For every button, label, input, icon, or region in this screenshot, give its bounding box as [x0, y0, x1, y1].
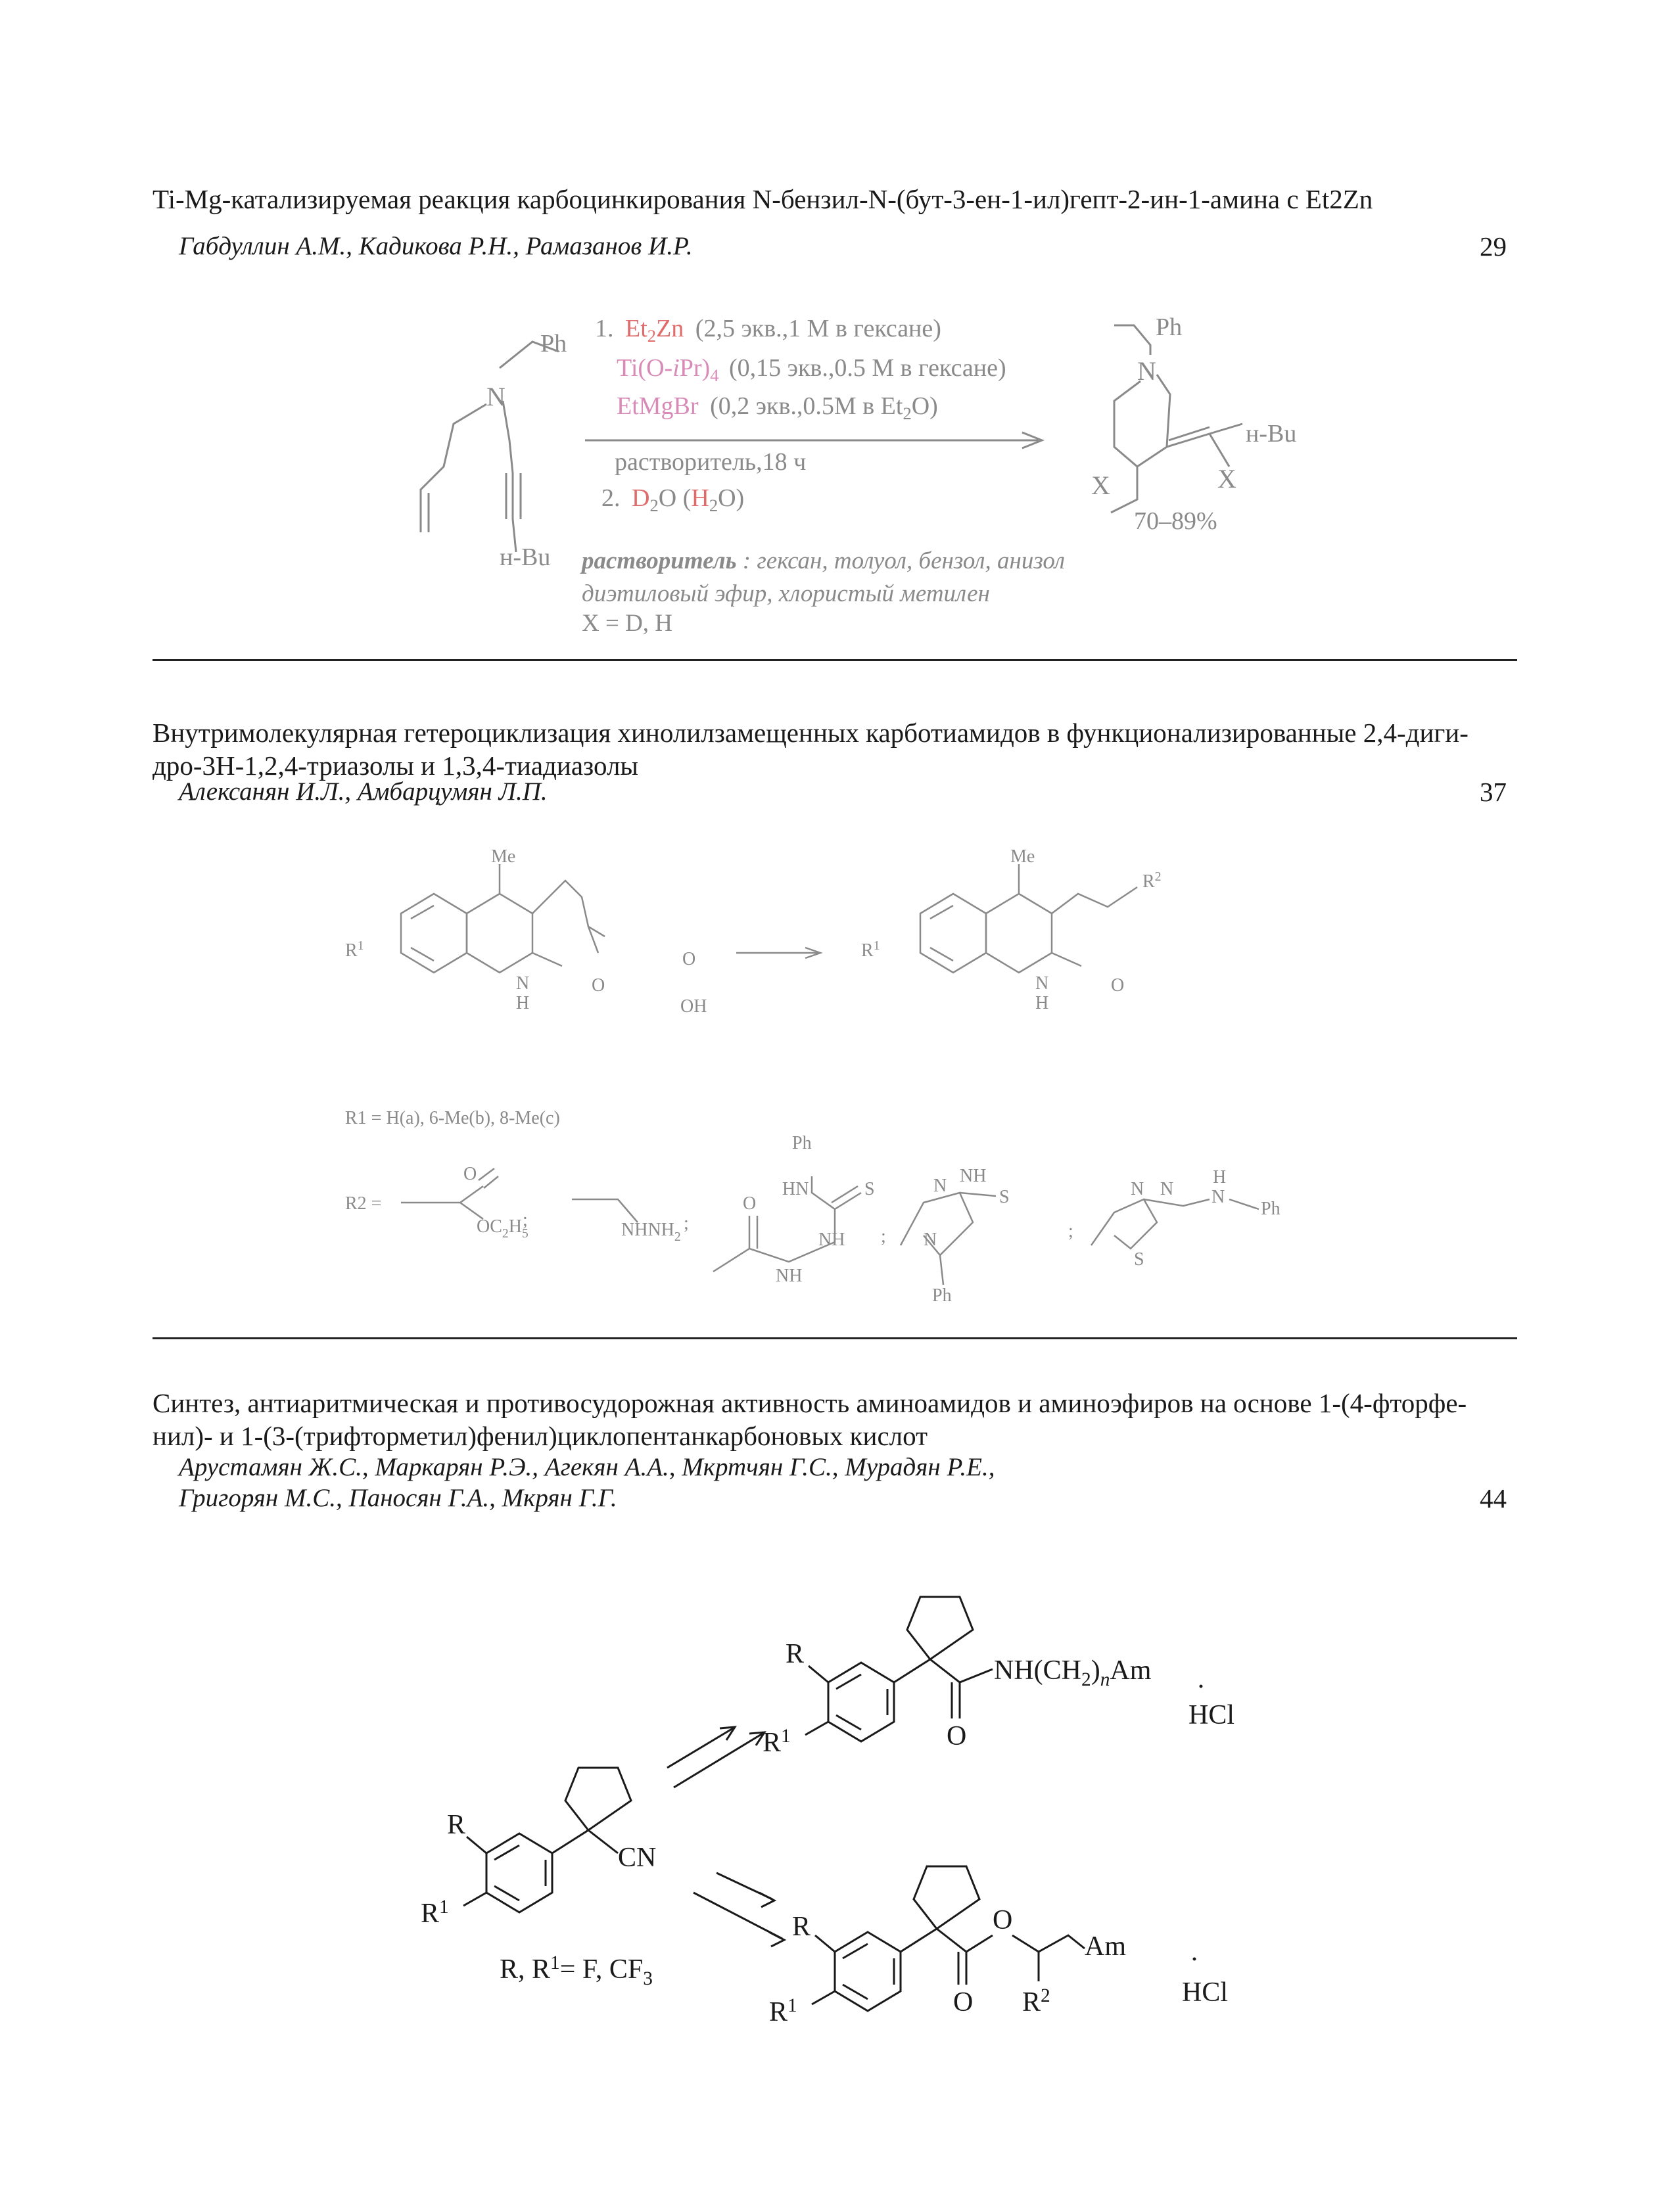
entry-2-authors: Алексанян И.Л., Амбарцумян Л.П.	[179, 777, 548, 806]
entry-1-title: Ti-Mg-катализируемая реакция карбоцинкирования N-бензил-N-(бут-3-ен-1-ил)гепт-2-ин-1-амина с Et2Zn	[153, 184, 1373, 214]
rr1-definition: R, $R^1= F$, $CF_3$	[500, 1952, 653, 1989]
divider-1	[153, 659, 1517, 661]
reactant-nbu-label: н-Bu	[500, 543, 551, 571]
quinoline-right	[920, 864, 1137, 973]
thiadiazole-nh: N	[1211, 1187, 1225, 1207]
n-label-left: N	[516, 973, 530, 994]
separator-3: ;	[881, 1226, 886, 1247]
me-label-left: Me	[491, 846, 516, 867]
entry-3-page-number[interactable]: 44	[1480, 1483, 1507, 1513]
r1-label-left: $R^1$	[345, 939, 364, 961]
o-label-right: O	[1111, 975, 1125, 996]
thiadiazole-ph: Ph	[1261, 1199, 1281, 1219]
separator-1: ;	[523, 1210, 528, 1230]
entry-3-authors-2: Григорян М.С., Паносян Г.А., Мкрян Г.Г.	[179, 1484, 617, 1512]
product-ph-label: Ph	[1156, 313, 1183, 341]
thiosemi-nh-right: NH	[818, 1230, 845, 1250]
reactant-nitrogen: N	[486, 382, 505, 411]
entry-2-page-number[interactable]: 37	[1480, 777, 1507, 807]
entry-2-title: Внутримолекулярная гетероциклизация хинолилзамещенных карботиамидов в функционализированные 2,4-диги- дро-3H-1,2,4-триазолы и 1,3,4-тиадиазолы	[153, 718, 1469, 781]
note-x-definition: X = D, H	[582, 610, 673, 637]
product-x-right: X	[1217, 464, 1236, 494]
h-label-left: H	[516, 993, 530, 1013]
nitrile-reactant	[463, 1768, 631, 1912]
ester-r: R	[792, 1912, 811, 1942]
product-x-left: X	[1091, 471, 1110, 500]
note-solvent: растворитель : гексан, толуол, бензол, анизол	[582, 547, 1066, 574]
thiosemi-ph: Ph	[792, 1133, 812, 1153]
condition-line-3: EtMgBr (0,2 экв.,0.5М в $Et_2O$)	[617, 392, 938, 423]
thiosemi-nh-bottom: NH	[776, 1266, 803, 1286]
amide-dot: ·	[1196, 1672, 1206, 1702]
ester-o: O	[463, 1164, 477, 1184]
thiosemi-o: O	[743, 1193, 757, 1214]
amide-product	[805, 1597, 993, 1741]
n-label-right: N	[1035, 973, 1049, 994]
triazole-ph: Ph	[932, 1285, 952, 1306]
triazole-n4: N	[924, 1230, 937, 1250]
thiadiazole-n1: N	[1131, 1179, 1144, 1199]
r2-label-top: $R^2$	[1142, 870, 1162, 892]
reactant-skeleton	[421, 342, 559, 552]
divider-2	[153, 1337, 1517, 1339]
entry-1-scheme	[368, 302, 1321, 657]
quinoline-left	[401, 864, 605, 973]
triazole-n: N	[933, 1176, 947, 1196]
r1-definition: R1 = H(a), 6-Me(b), 8-Me(c)	[345, 1108, 560, 1128]
thiadiazole-s: S	[1134, 1249, 1144, 1270]
amide-nh-chain: $NH(CH_2)_nAm$	[994, 1655, 1152, 1690]
ester-hcl: HCl	[1182, 1977, 1229, 2008]
ester-r2: $R^2$	[1022, 1985, 1050, 2017]
entry-3-scheme	[421, 1571, 1341, 2083]
amide-hcl: HCl	[1188, 1700, 1235, 1730]
thiadiazole-h: H	[1213, 1167, 1227, 1187]
r2-equals: R2 =	[345, 1193, 382, 1214]
product-yield: 70–89%	[1134, 507, 1217, 535]
thiosemi-hn: HN	[782, 1179, 809, 1199]
o-acid-label: O	[682, 949, 696, 969]
r1-label-right: $R^1$	[861, 939, 880, 961]
triazole-nh: NH	[960, 1166, 987, 1186]
reactant-cn: CN	[618, 1843, 657, 1873]
oc2h5-label: $OC_2H_5$	[477, 1216, 529, 1241]
separator-4: ;	[1068, 1221, 1073, 1241]
nhnh2-label: $NHNH_2$	[621, 1220, 681, 1244]
amide-r: R	[786, 1639, 805, 1669]
thiadiazole-n2: N	[1160, 1179, 1174, 1199]
condition-solvent-time: растворитель,18 ч	[615, 448, 807, 476]
separator-2: ;	[684, 1213, 689, 1233]
h-label-right: H	[1035, 993, 1049, 1013]
entry-3-authors-1: Арустамян Ж.С., Маркарян Р.Э., Агекян А.А., Мкртчян Г.С., Мурадян Р.Е.,	[179, 1453, 995, 1481]
condition-line-2: $Ti(O-iPr)_4$ (0,15 экв.,0.5 М в гексане)	[617, 354, 1006, 385]
oh-label: OH	[680, 996, 707, 1017]
product-nitrogen: N	[1137, 356, 1156, 386]
o-label-left: O	[592, 975, 605, 996]
ester-dot: ·	[1190, 1945, 1199, 1975]
ester-am: Am	[1085, 1931, 1126, 1962]
condition-line-1: 1. $Et_2Zn$ (2,5 экв.,1 М в гексане)	[595, 315, 941, 346]
entry-1-page-number[interactable]: 29	[1480, 231, 1507, 262]
reactant-r1: $R^1$	[421, 1897, 449, 1929]
entry-3-title: Синтез, антиаритмическая и противосудорожная активность аминоамидов и аминоэфиров на основе 1-(4-фторфе- нил)- и 1-(3-(трифторметил)фенил)циклопентанкарбоновых кислот	[153, 1388, 1467, 1451]
amide-o: O	[947, 1721, 967, 1751]
thiosemi-s: S	[864, 1179, 875, 1199]
entry-2-scheme	[329, 835, 1380, 1308]
triazole-s: S	[999, 1187, 1010, 1207]
note-solvent-2: диэтиловый эфир, хлористый метилен	[582, 580, 990, 607]
ester-o-single: O	[993, 1905, 1013, 1935]
entry-1-authors: Габдуллин А.М., Кадикова Р.Н., Рамазанов И.Р.	[179, 232, 693, 260]
arrows-to-amide	[667, 1727, 764, 1787]
reactant-r: R	[447, 1810, 466, 1840]
amide-r1: $R^1$	[763, 1726, 791, 1758]
product-nbu-label: н-Bu	[1246, 420, 1297, 448]
me-label-right: Me	[1010, 846, 1035, 867]
arrows-to-ester	[693, 1873, 784, 1947]
ester-r1: $R^1$	[769, 1995, 797, 2027]
reactant-ph-label: Ph	[540, 330, 567, 357]
condition-quench: 2. $D_2O$ $(H_2O)$	[601, 484, 745, 515]
ester-o-carbonyl: O	[953, 1987, 974, 2017]
